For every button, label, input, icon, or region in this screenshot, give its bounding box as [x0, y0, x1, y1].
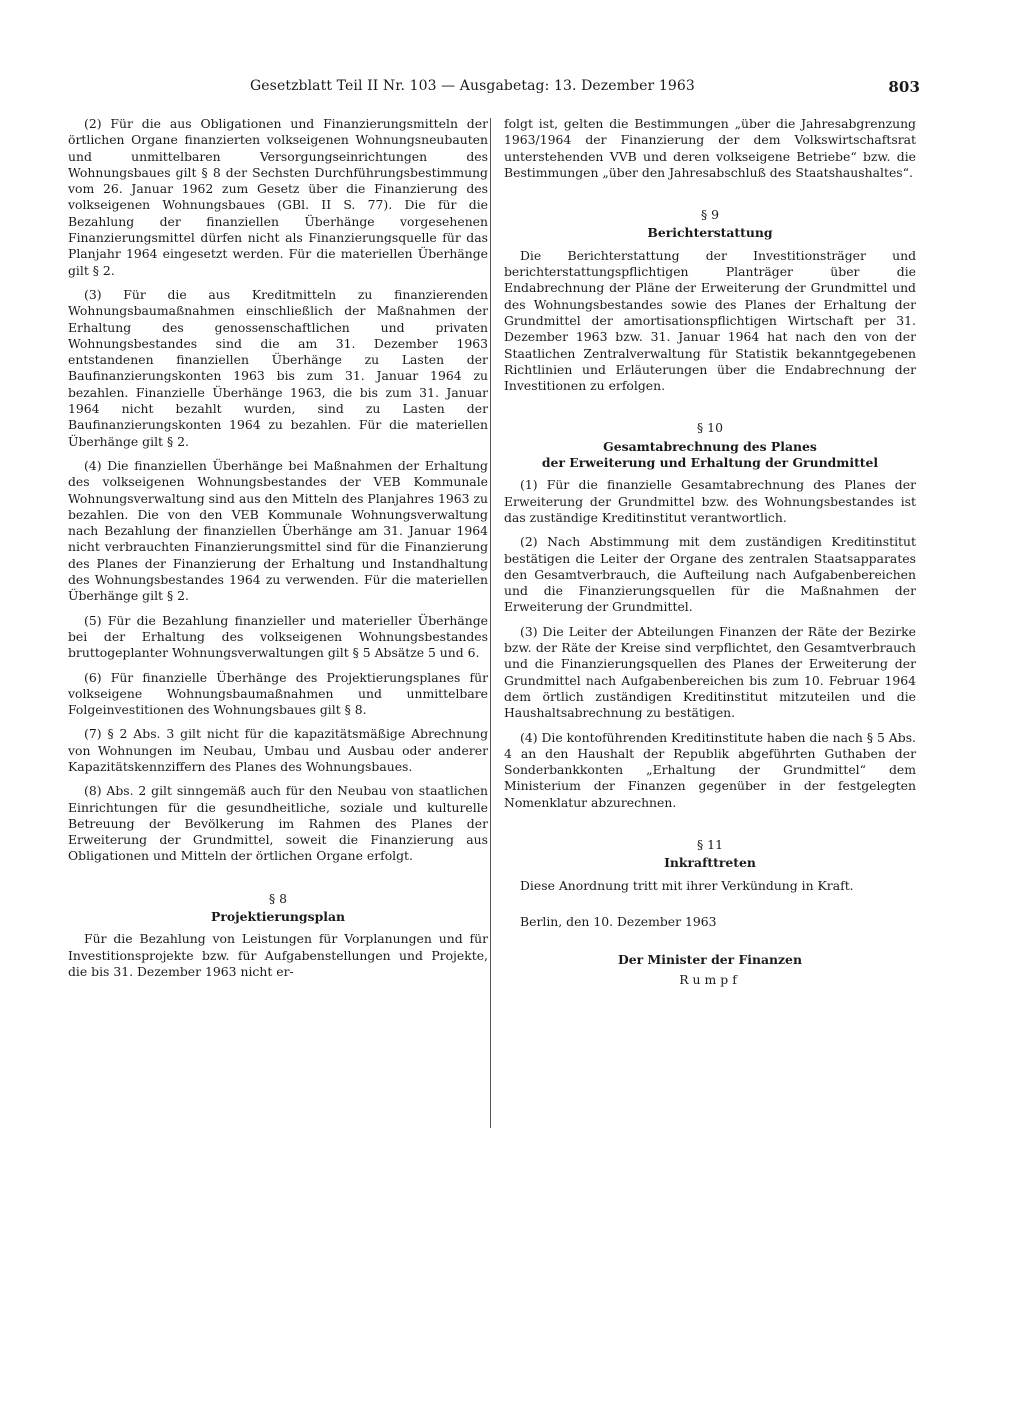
- section-9-number: § 9: [700, 207, 720, 223]
- section-10-paragraph-3: (3) Die Leiter der Abteilungen Finanzen der Räte der Bezirke bzw. der Räte der Kreise sind verpflichtet, den Gesamtverbrauch und die Finanzierungsquellen des Planes der Erweiterung der Grundmittel nach Aufgabenbereichen bis zum 10. Februar 1964 dem örtlich zuständigen Kreditinstitut mitzuteilen und die Haushaltsabrechnung zu bestätigen.: [504, 623, 916, 721]
- section-11-number: § 11: [697, 836, 723, 852]
- continuation-paragraph: folgt ist, gelten die Bestimmungen „über die Jahresabgrenzung 1963/1964 der Finanzierung der dem Volkswirtschaftsrat unterstehenden VVB und deren volkseigene Betriebe“ bzw. die Bestimmungen „über den Jahresabschluß des Staatshaushaltes“.: [504, 116, 916, 180]
- section-11-title: Inkrafttreten: [664, 855, 756, 871]
- minister-title: Der Minister der Finanzen: [618, 952, 802, 968]
- section-8-number: § 8: [268, 890, 288, 906]
- paragraph-6: (6) Für finanzielle Überhänge des Projektierungsplanes für volkseigene Wohnungsbaumaßnahmen und unmittelbare Folgeinvestitionen des Wohnungsbaues gilt § 8.: [68, 669, 488, 718]
- paragraph-8: (8) Abs. 2 gilt sinngemäß auch für den Neubau von staatlichen Einrichtungen für die gesundheitliche, soziale und kulturelle Betreuung der Bevölkerung im Rahmen des Planes der Erweiterung der Grundmittel, soweit die Finanzierung aus Obligationen und Mitteln der örtlichen Organe erfolgt.: [68, 783, 488, 864]
- section-10-title-line-1: Gesamtabrechnung des Planes: [603, 438, 817, 454]
- paragraph-4: (4) Die finanziellen Überhänge bei Maßnahmen der Erhaltung des volkseigenen Wohnungsbestandes der VEB Kommunale Wohnungsverwaltung sind aus den Mitteln des Planjahres 1963 zu bezahlen. Die von den VEB Kommunale Wohnungsverwaltung nach Bezahlung der finanziellen Überhänge am 31. Januar 1964 nicht verbrauchten Finanzierungsmittel sind für die Finanzierung des Planes der Finanzierung der Erhaltung und Instandhaltung des Wohnungsbestandes 1964 zu verwenden. Für die materiellen Überhänge gilt § 2.: [68, 457, 488, 604]
- page-number: 803: [888, 78, 920, 96]
- place-date: Berlin, den 10. Dezember 1963: [520, 913, 717, 929]
- page-header: [250, 78, 920, 100]
- left-column: [68, 116, 488, 988]
- section-10-paragraph-2: (2) Nach Abstimmung mit dem zuständigen Kreditinstitut bestätigen die Leiter der Organe des zentralen Staatsapparates den Gesamtverbrauch, die Aufteilung nach Aufgabenbereichen und die Finanzierungsquellen für die Maßnahmen der Erweiterung der Grundmittel.: [504, 534, 916, 615]
- section-10-number: § 10: [697, 420, 723, 436]
- section-9-text: Die Berichterstattung der Investitionsträger und berichterstattungspflichtigen Planträger über die Endabrechnung der Pläne der Erweiterung der Grundmittel und des Wohnungsbestandes sowie des Planes der Erhaltung der Grundmittel der amortisationspflichtigen Wirtschaft per 31. Dezember 1963 bzw. 31. Januar 1964 hat nach den von der Staatlichen Zentralverwaltung für Statistik bekanntgegebenen Richtlinien und Erläuterungen über die Endabrechnung der Investitionen zu erfolgen.: [504, 247, 916, 394]
- right-column: [504, 116, 916, 989]
- paragraph-5: (5) Für die Bezahlung finanzieller und materieller Überhänge bei der Erhaltung des volkseigenen Wohnungsbestandes bruttogeplanter Wohnungsverwaltungen gilt § 5 Absätze 5 und 6.: [68, 612, 488, 661]
- minister-name: Rumpf: [679, 972, 741, 988]
- running-title: Gesetzblatt Teil II Nr. 103 — Ausgabetag: 13. Dezember 1963: [250, 78, 695, 94]
- section-10-title: [504, 439, 916, 472]
- section-11-text: Diese Anordnung tritt mit ihrer Verkündung in Kraft.: [520, 877, 854, 893]
- section-9-title: Berichterstattung: [647, 225, 773, 241]
- section-10-paragraph-4: (4) Die kontoführenden Kreditinstitute haben die nach § 5 Abs. 4 an den Haushalt der Republik abgeführten Guthaben der Sonderbankkonten „Erhaltung der Grundmittel“ dem Ministerium der Finanzen gegenüber in der festgelegten Nomenklatur abzurechnen.: [504, 729, 916, 810]
- section-8-text: Für die Bezahlung von Leistungen für Vorplanungen und für Investitionsprojekte bzw. für Aufgabenstellungen und Projekte, die bis 31. Dezember 1963 nicht er-: [68, 931, 488, 979]
- column-divider: [490, 118, 491, 1128]
- paragraph-2: (2) Für die aus Obligationen und Finanzierungsmitteln der örtlichen Organe finanzierten volkseigenen Wohnungsneubauten und unmittelbaren Versorgungseinrichtungen des Wohnungsbaues gilt § 8 der Sechsten Durchführungsbestimmung vom 26. Januar 1962 zum Gesetz über die Finanzierung des volkseigenen Wohnungsbaues (GBl. II S. 77). Die für die Bezahlung der finanziellen Überhänge vorgesehenen Finanzierungsmittel dürfen nicht als Finanzierungsquelle für das Planjahr 1964 eingesetzt werden. Für die materiellen Überhänge gilt § 2.: [68, 116, 488, 278]
- paragraph-7: (7) § 2 Abs. 3 gilt nicht für die kapazitätsmäßige Abrechnung von Wohnungen im Neubau, Umbau und Ausbau oder anderer Kapazitätskennziffern des Planes des Wohnungsbaues.: [68, 726, 488, 774]
- section-10-title-line-2: der Erweiterung und Erhaltung der Grundmittel: [541, 455, 879, 471]
- section-8-title: Projektierungsplan: [211, 909, 345, 925]
- paragraph-3: (3) Für die aus Kreditmitteln zu finanzierenden Wohnungsbaumaßnahmen einschließlich der Maßnahmen der Erhaltung des genossenschaftlichen und privaten Wohnungsbestandes sind die am 31. Dezember 1963 entstandenen finanziellen Überhänge zu Lasten der Baufinanzierungskonten 1963 bis zum 31. Januar 1964 zu bezahlen. Finanzielle Überhänge 1963, die bis zum 31. Januar 1964 nicht bezahlt wurden, sind zu Lasten der Baufinanzierungskonten 1964 zu bezahlen. Für die materiellen Überhänge gilt § 2.: [68, 286, 488, 449]
- section-10-paragraph-1: (1) Für die finanzielle Gesamtabrechnung des Planes der Erweiterung der Grundmittel bzw. des Wohnungsbestandes ist das zuständige Kreditinstitut verantwortlich.: [504, 477, 916, 525]
